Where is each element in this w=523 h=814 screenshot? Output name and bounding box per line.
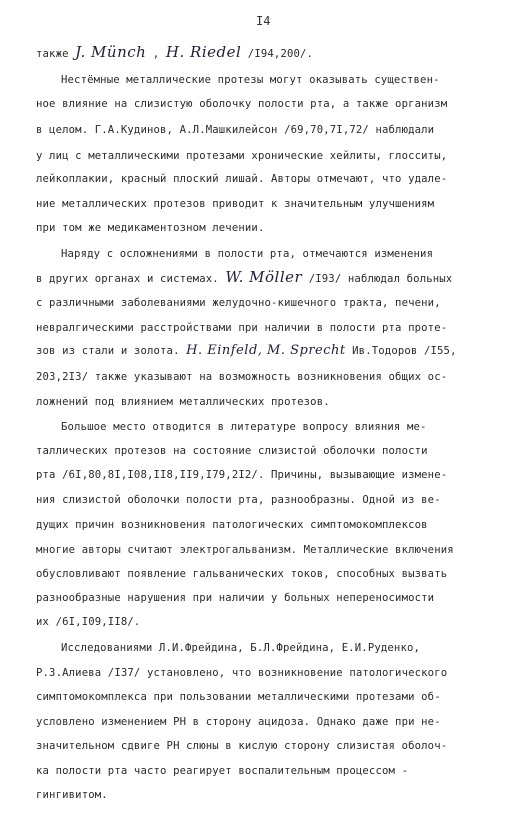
text-line: таллических протезов на состояние слизистой оболочки полости <box>36 445 428 457</box>
line-text: /I93/ наблюдал больных <box>302 273 453 285</box>
text-line: у лиц с металлическими протезами хронические хейлиты, глосситы, <box>36 150 448 162</box>
line-text: зов из стали и золота. <box>36 345 187 357</box>
text-line: Исследованиями Л.И.Фрейдина, Б.Л.Фрейдина, Е.И.Руденко, <box>61 642 421 654</box>
text-line: разнообразные нарушения при наличии у больных непереносимости <box>36 592 435 604</box>
text-line: значительном сдвиге РН слюны в кислую сторону слизистая оболоч- <box>36 740 448 752</box>
page-number: I4 <box>256 14 271 28</box>
text-line <box>36 45 313 61</box>
text-line: в целом. Г.А.Кудинов, А.Л.Машкилейсон /69,70,7I,72/ наблюдали <box>36 124 435 136</box>
text-line: обусловливают появление гальванических токов, способных вызвать <box>36 568 448 580</box>
handwritten-name: W. Möller <box>225 268 303 286</box>
handwritten-name: H. Einfeld, M. Sprecht <box>186 343 346 358</box>
text-line: ное влияние на слизистую оболочку полости рта, а также организм <box>36 98 448 110</box>
handwritten-name: J. Münch <box>75 43 147 61</box>
text-line: невралгическими расстройствами при наличии в полости рта проте- <box>36 322 448 334</box>
line-text: Ив.Тодоров /I55, <box>345 345 457 357</box>
text-line: дущих причин возникновения патологических симптомокомплексов <box>36 519 428 531</box>
line-text: также <box>36 48 76 60</box>
text-line: рта /6I,80,8I,I08,II8,II9,I79,2I2/. Причины, вызывающие измене- <box>36 469 448 481</box>
line-text: , <box>146 48 166 60</box>
text-line: многие авторы считают электрогальванизм. Металлические включения <box>36 544 454 556</box>
text-line: условлено изменением РН в сторону ацидоза. Однако даже при не- <box>36 716 441 728</box>
line-text: в других органах и системах. <box>36 273 226 285</box>
text-line: Нестёмные металлические протезы могут оказывать существен- <box>61 74 440 86</box>
text-line: ние металлических протезов приводит к значительным улучшениям <box>36 198 435 210</box>
text-line: Наряду с осложнениями в полости рта, отмечаются изменения <box>61 248 434 260</box>
text-line: при том же медикаментозном лечении. <box>36 222 265 234</box>
text-line: ложнений под влиянием металлических протезов. <box>36 396 330 408</box>
text-line <box>36 270 452 286</box>
text-line: лейкоплакии, красный плоский лишай. Авторы отмечают, что удале- <box>36 173 448 185</box>
text-line: ния слизистой оболочки полости рта, разнообразны. Одной из ве- <box>36 494 441 506</box>
line-text: /I94,200/. <box>241 48 314 60</box>
text-line: их /6I,I09,II8/. <box>36 616 141 628</box>
text-line: Большое место отводится в литературе вопросу влияния ме- <box>61 421 427 433</box>
text-line: с различными заболеваниями желудочно-кишечного тракта, печени, <box>36 297 441 309</box>
text-line: 203,2I3/ также указывают на возможность возникновения общих ос- <box>36 371 448 383</box>
text-line <box>36 344 457 358</box>
text-line: гингивитом. <box>36 789 108 801</box>
handwritten-name: H. Riedel <box>165 43 242 61</box>
text-line: Р.З.Алиева /I37/ установлено, что возникновение патологического <box>36 667 448 679</box>
text-line: ка полости рта часто реагирует воспалительным процессом - <box>36 765 409 777</box>
text-line: симптомокомплекса при пользовании металлическими протезами об- <box>36 691 441 703</box>
